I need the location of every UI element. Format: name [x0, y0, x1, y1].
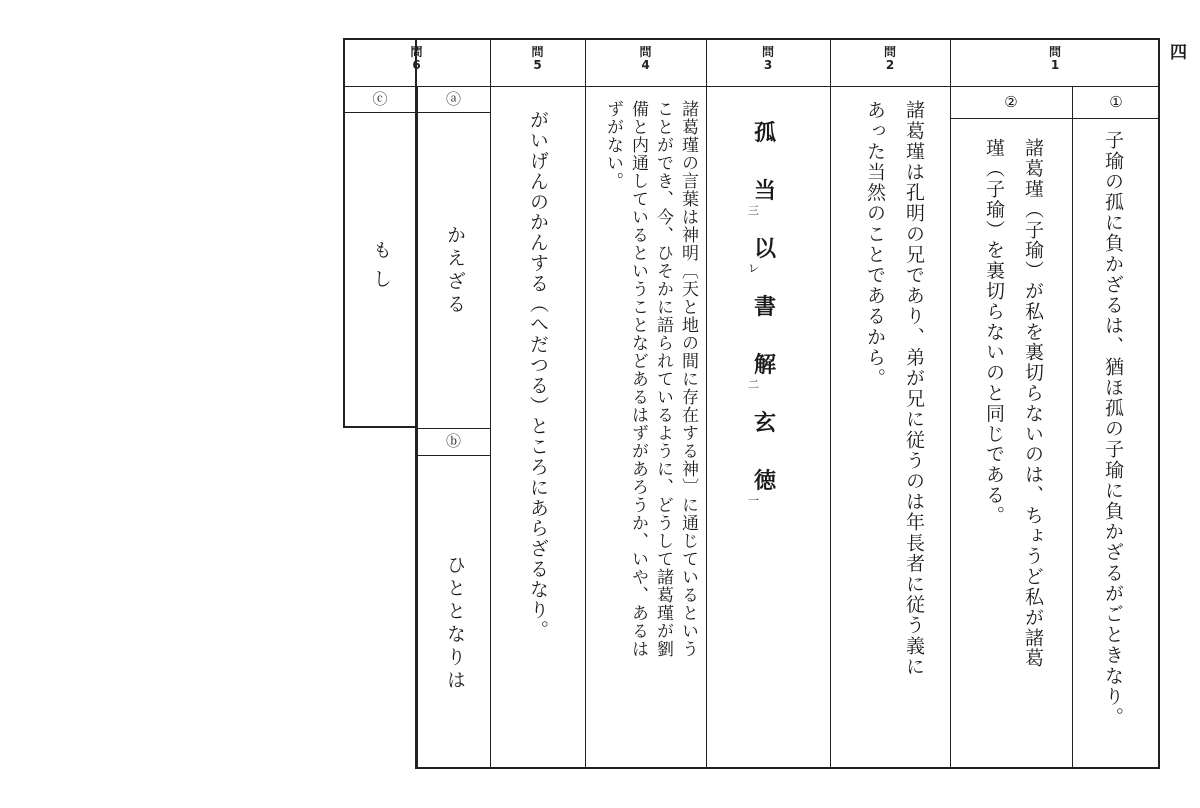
- q6-b-subheader-divider: [417, 455, 490, 456]
- q6-subheader-divider: [343, 112, 490, 113]
- kanbun-char: 書: [753, 294, 776, 320]
- kanbun-char: 玄: [753, 410, 776, 436]
- q6-a-mark: ⓐ: [445, 90, 461, 108]
- q6-c-mark: ⓒ: [372, 90, 388, 108]
- kaeri-ten-mark: 二: [748, 378, 759, 391]
- q6-b-top-divider: [417, 428, 490, 429]
- header-q3: 問 3: [761, 45, 774, 72]
- q1-sub2-answer-line1: 諸葛瑾（子瑜）が私を裏切らないのは、ちょうど私が諸葛: [1022, 138, 1044, 669]
- q6-b-mark: ⓑ: [445, 432, 461, 450]
- header-q5: 問 5: [531, 45, 544, 72]
- header-q6: 問 6: [410, 45, 423, 72]
- q6-a-answer: かえざる: [444, 225, 466, 317]
- q6-b-answer: ひととなりは: [444, 555, 466, 693]
- col-divider-q2-q1: [950, 38, 951, 769]
- section-number: 四: [1170, 43, 1187, 63]
- col-divider-q3-q2: [830, 38, 831, 769]
- kanbun-char: 以: [753, 236, 776, 262]
- kanbun-char: 当: [753, 178, 776, 204]
- q6-c-answer: もし: [370, 240, 392, 298]
- q3-kanbun-answer: [706, 86, 830, 769]
- q1-sub2-mark: ②: [1004, 93, 1018, 111]
- header-q4: 問 4: [639, 45, 652, 72]
- kaeri-ten-mark: 一: [748, 494, 759, 507]
- kanbun-char: 徳: [753, 468, 776, 494]
- q1-subheader-divider: [950, 118, 1160, 119]
- kanbun-char: 孤: [753, 120, 776, 146]
- q1-sub1-mark: ①: [1109, 93, 1123, 111]
- col-divider-q5-q4: [585, 38, 586, 769]
- kaeri-ten-mark: 三: [748, 204, 759, 217]
- header-q1: 問 1: [1048, 45, 1061, 72]
- q4-answer-line1: 諸葛瑾の言葉は神明〔天と地の間に存在する神〕に通じているという: [678, 100, 698, 658]
- q1-sub2-answer-line2: 瑾（子瑜）を裏切らないのと同じである。: [983, 138, 1005, 526]
- q5-answer: がいげんのかんする（へだつる）ところにあらざるなり。: [527, 110, 549, 641]
- col-divider-q1-sub: [1072, 86, 1073, 769]
- q2-answer-line2: あった当然のことであるから。: [864, 100, 886, 389]
- kaeri-ten-mark: レ: [748, 262, 759, 275]
- q1-sub1-answer: 子瑜の孤に負かざるは、猶ほ孤の子瑜に負かざるがごときなり。: [1102, 130, 1124, 728]
- q4-answer-line2: ことができ、今、ひそかに語られているように、どうして諸葛瑾が劉: [653, 100, 673, 658]
- q4-answer-line3: 備と内通しているということなどあるはずがあろうか、いや、あるは: [628, 100, 648, 658]
- q2-answer-line1: 諸葛瑾は孔明の兄であり、弟が兄に従うのは年長者に従う義に: [903, 100, 925, 677]
- header-q2: 問 2: [883, 45, 896, 72]
- q4-answer-line4: ずがない。: [603, 100, 623, 190]
- kanbun-char: 解: [753, 352, 776, 378]
- col-divider-q6-q5: [490, 38, 491, 769]
